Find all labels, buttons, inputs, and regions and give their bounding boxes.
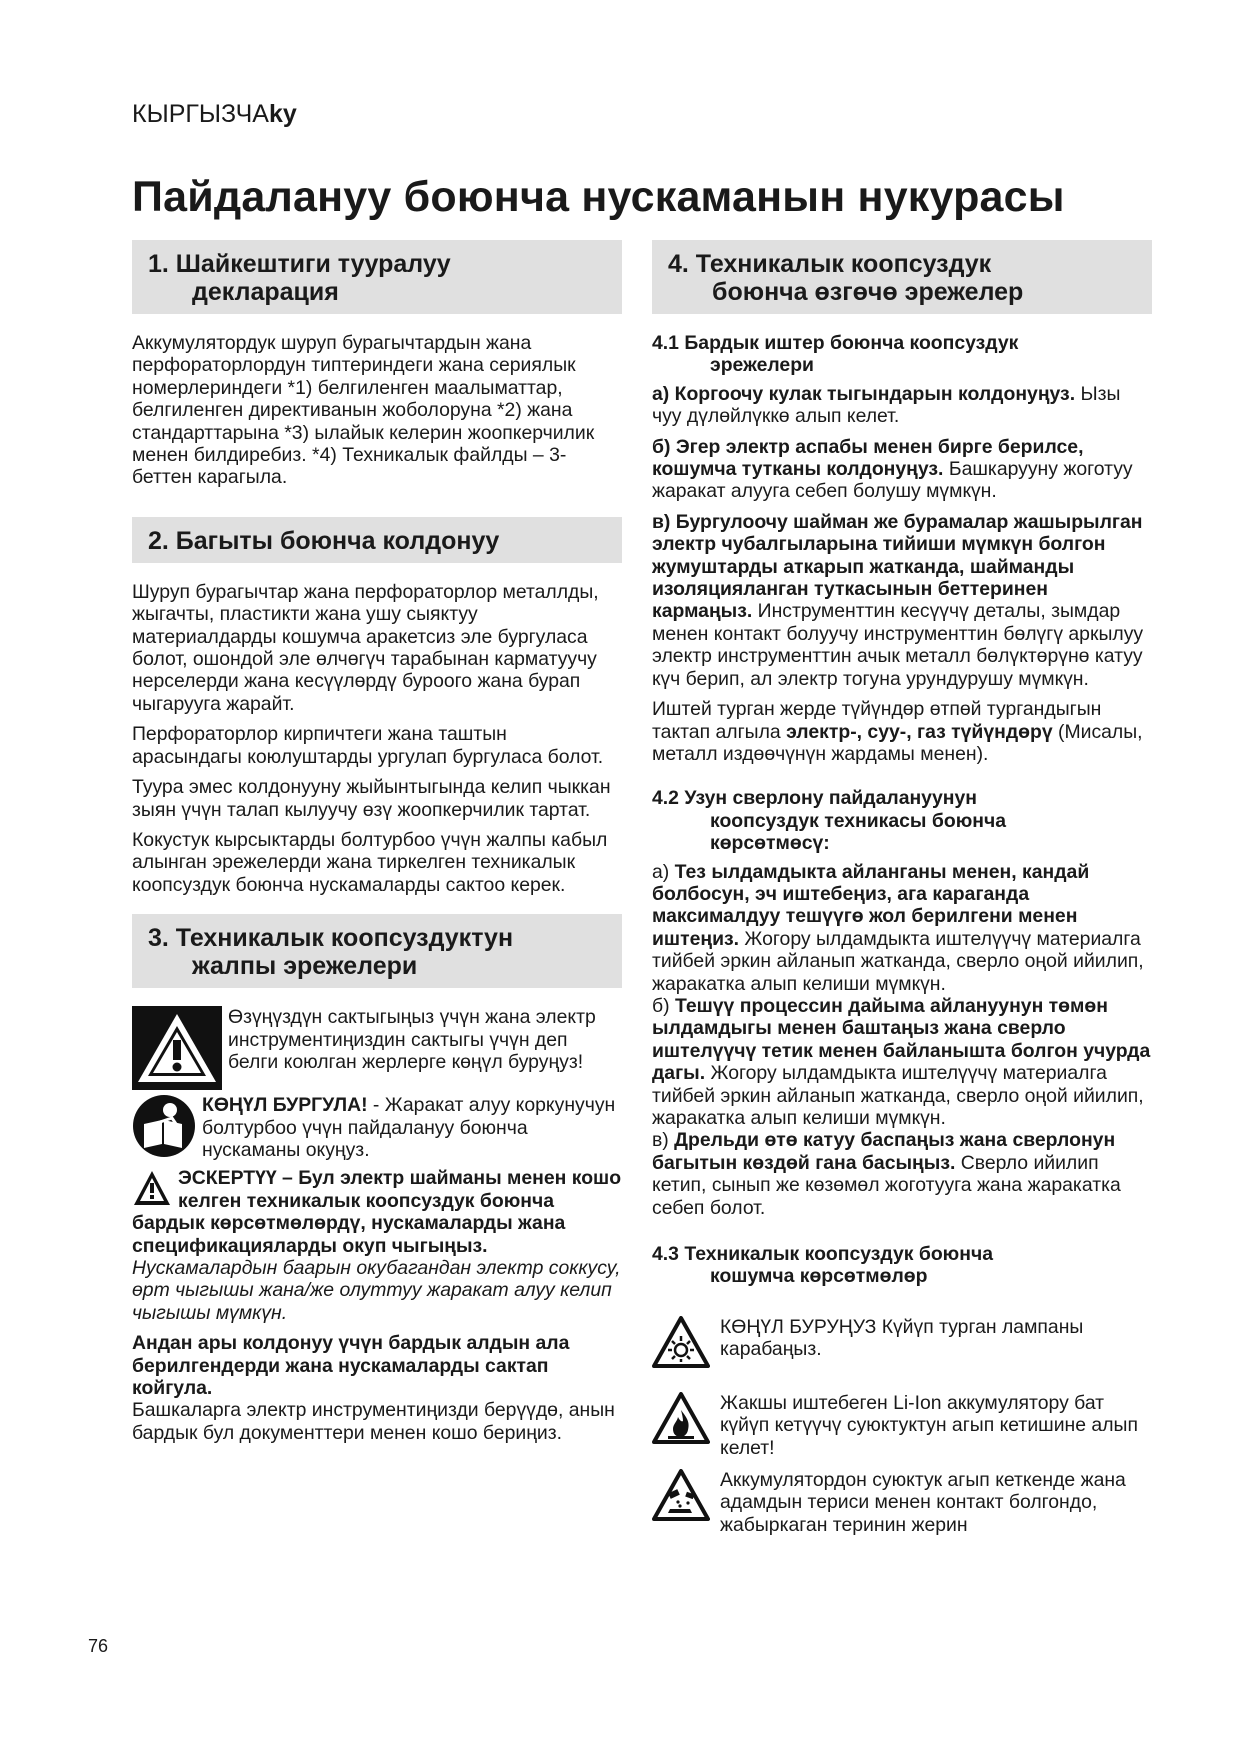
right-column bbox=[652, 240, 1152, 1540]
drill-rule-b: б) Тешүү процессин дайыма айлануунун төмөн ылдамдыгы менен баштаңыз жана сверло иштелүүчү тетик менен байланышта болгон учурда дагы. Жогору ылдамдыкта иштелүүчү материалга тийбей эркин айланып жатканда, сверло оңой ийилип, жаракатка алып келиши мүмкүн. bbox=[652, 994, 1151, 1129]
rule-b: б) Эгер электр аспабы менен бирге берилсе, кошумча тутканы колдонуңуз. Башкарууну жоготуу жаракат алууга себеп болушу мүмкүн. bbox=[652, 435, 1133, 503]
page-number: 76 bbox=[88, 1636, 109, 1656]
caution-triangle-icon bbox=[132, 1169, 172, 1207]
section-2-p2: Перфораторлор кирпичтеги жана таштын арасындагы коюлуштарды ургулап бургуласа болот. bbox=[132, 723, 604, 768]
rule-utilities: Иштей турган жерде түйүндөр өтпөй тургандыгын тактап алгыла электр-, суу-, газ түйүндөрү (Мисалы, металл издөөчүнүн жардамы менен). bbox=[652, 698, 1143, 765]
caution-note: ЭСКЕРТҮҮ – Бул электр шайманы менен кошо келген техникалык коопсуздук боюнча бардык көрсөтмөлөрдү, нускамаларды жана спецификацияларды окуп чыгыңыз. Нускамалардын баарын окубагандан электр соккусу, өрт чыгышы жана/же олуттуу жаракат алуу келип чыгышы мүмкүн. bbox=[132, 1167, 622, 1324]
fire-warning: Жакшы иштебеген Li-Ion аккумулятору бат күйүп кетүүчү суюктуктун агып кетишине алып келет! bbox=[652, 1392, 1152, 1459]
corrosive-hazard-icon bbox=[652, 1469, 710, 1521]
subsection-4-1-heading: 4.1 Бардык иштер боюнча коопсуздук эрежелери bbox=[652, 332, 1019, 377]
bright-light-warning-icon bbox=[652, 1316, 710, 1368]
drill-rule-a: а) Тез ылдамдыкта айланганы менен, кандай болбосун, эч иштебеңиз, ага караганда максималдуу тешүүгө жол берилгени менен иштеңиз. Жогору ылдамдыкта иштелүүчү материалга тийбей эркин айланып жатканда, сверло оңой ийилип, жаракатка алып келиши мүмкүн. bbox=[652, 860, 1144, 995]
section-2-p3: Туура эмес колдонууну жыйынтыгында келип чыккан зыян үчүн талап кылуучу өзү жоопкерчилик тартат. bbox=[132, 776, 611, 821]
section-1-heading: 1. Шайкештиги тууралуу декларация bbox=[132, 240, 622, 314]
language-label bbox=[132, 100, 297, 129]
drill-rule-c: в) Дрельди өтө катуу баспаңыз жана сверлонун багытын көздөй гана басыңыз. Сверло ийилип кетип, сынып же көзөмөл жоготууга жана жаракатка себеп болот. bbox=[652, 1129, 1121, 1219]
language-name: КЫРГЫЗЧА bbox=[132, 100, 269, 128]
subsection-4-3-heading: 4.3 Техникалык коопсуздук боюнча кошумча көрсөтмөлөр bbox=[652, 1243, 993, 1288]
subsection-4-2-heading: 4.2 Узун сверлону пайдалануунун коопсуздук техникасы боюнча көрсөтмөсү: bbox=[652, 787, 1007, 855]
rule-c: в) Бургулоочу шайман же бурамалар жашырылган электр чубалгыларына тийиши мүмкүн болгон жумуштарды аткарып жатканда, шайманды изоляцияланган туткасынын беттеринен кармаңыз. Инструменттин кесүүчү деталы, зымдар менен контакт болуучу инструменттин бөлүгү аркылуу электр инструменттин ачык металл бөлүктөрүнө катуу күч берип, ал электр тогуна урундурушу мүмкүн. bbox=[652, 510, 1144, 690]
section-4-heading: 4. Техникалык коопсуздук боюнча өзгөчө эрежелер bbox=[652, 240, 1152, 314]
section-1-text: Аккумулятордук шуруп бурагычтардын жана перфораторлордун типтериндеги жана сериялык номерлериндеги *1) белгиленген маалыматтар, белгиленген директиванын жоболоруна *2) жана стандарттарына *3) ылайык келерин жоопкерчилик менен билдиребиз. *4) Техникалык файлды – 3-беттен карагыла. bbox=[132, 332, 595, 489]
lamp-warning: КӨҢҮЛ БУРУҢУЗ Күйүп турган лампаны карабаңыз. bbox=[652, 1316, 1152, 1368]
page-title: Пайдалануу боюнча нускаманын нукурасы bbox=[132, 173, 1065, 221]
left-column bbox=[132, 240, 622, 1452]
keep-instructions: Андан ары колдонуу үчүн бардык алдын ала берилгендерди жана нускамаларды сактап койгула. Башкаларга электр инструментиңизди берүүдө, анын бардык бул документтери менен кошо бериңиз. bbox=[132, 1332, 615, 1444]
section-3-heading: 3. Техникалык коопсуздуктун жалпы эрежелери bbox=[132, 914, 622, 988]
rule-a: а) Коргоочу кулак тыгындарын колдонуңуз. Ызы чуу дүлөйлүккө алып келет. bbox=[652, 382, 1121, 428]
section-2-heading: 2. Багыты боюнча колдонуу bbox=[132, 517, 622, 563]
language-code: ky bbox=[268, 100, 297, 128]
acid-warning: Аккумулятордон суюктук агып кеткенде жана адамдын териси менен контакт болгондо, жабыркаган теринин жерин bbox=[652, 1469, 1152, 1536]
section-2-p4: Кокустук кырсыктарды болтурбоо үчүн жалпы кабыл алынган эрежелерди жана тиркелген техникалык коопсуздук боюнча нускамаларды сактоо керек. bbox=[132, 828, 608, 896]
read-manual-icon bbox=[132, 1094, 196, 1158]
warning-triangle-icon bbox=[132, 1006, 222, 1090]
read-manual-note: КӨҢҮЛ БУРГУЛА! - Жаракат алуу коркунучун болтурбоо үчүн пайдалануу боюнча нускаманы окуңуз. bbox=[132, 1094, 622, 1161]
fire-hazard-icon bbox=[652, 1392, 710, 1444]
section-2-p1: Шуруп бурагычтар жана перфораторлор металлды, жыгачты, пластикти жана ушу сыяктуу материалдарды кошумча аракетсиз эле бургуласа болот, ошондой эле өлчөгүч тарабынан карматуучу нерселерди жана кесүүлөрдү буроого жана бурап чыгарууга жарайт. bbox=[132, 580, 599, 715]
warning-symbol-note: Өзүңүздүн сактыгыңыз үчүн жана электр инструментиңиздин сактыгы үчүн деп белги коюлган жерлерге көңүл буруңуз! bbox=[132, 1006, 622, 1090]
